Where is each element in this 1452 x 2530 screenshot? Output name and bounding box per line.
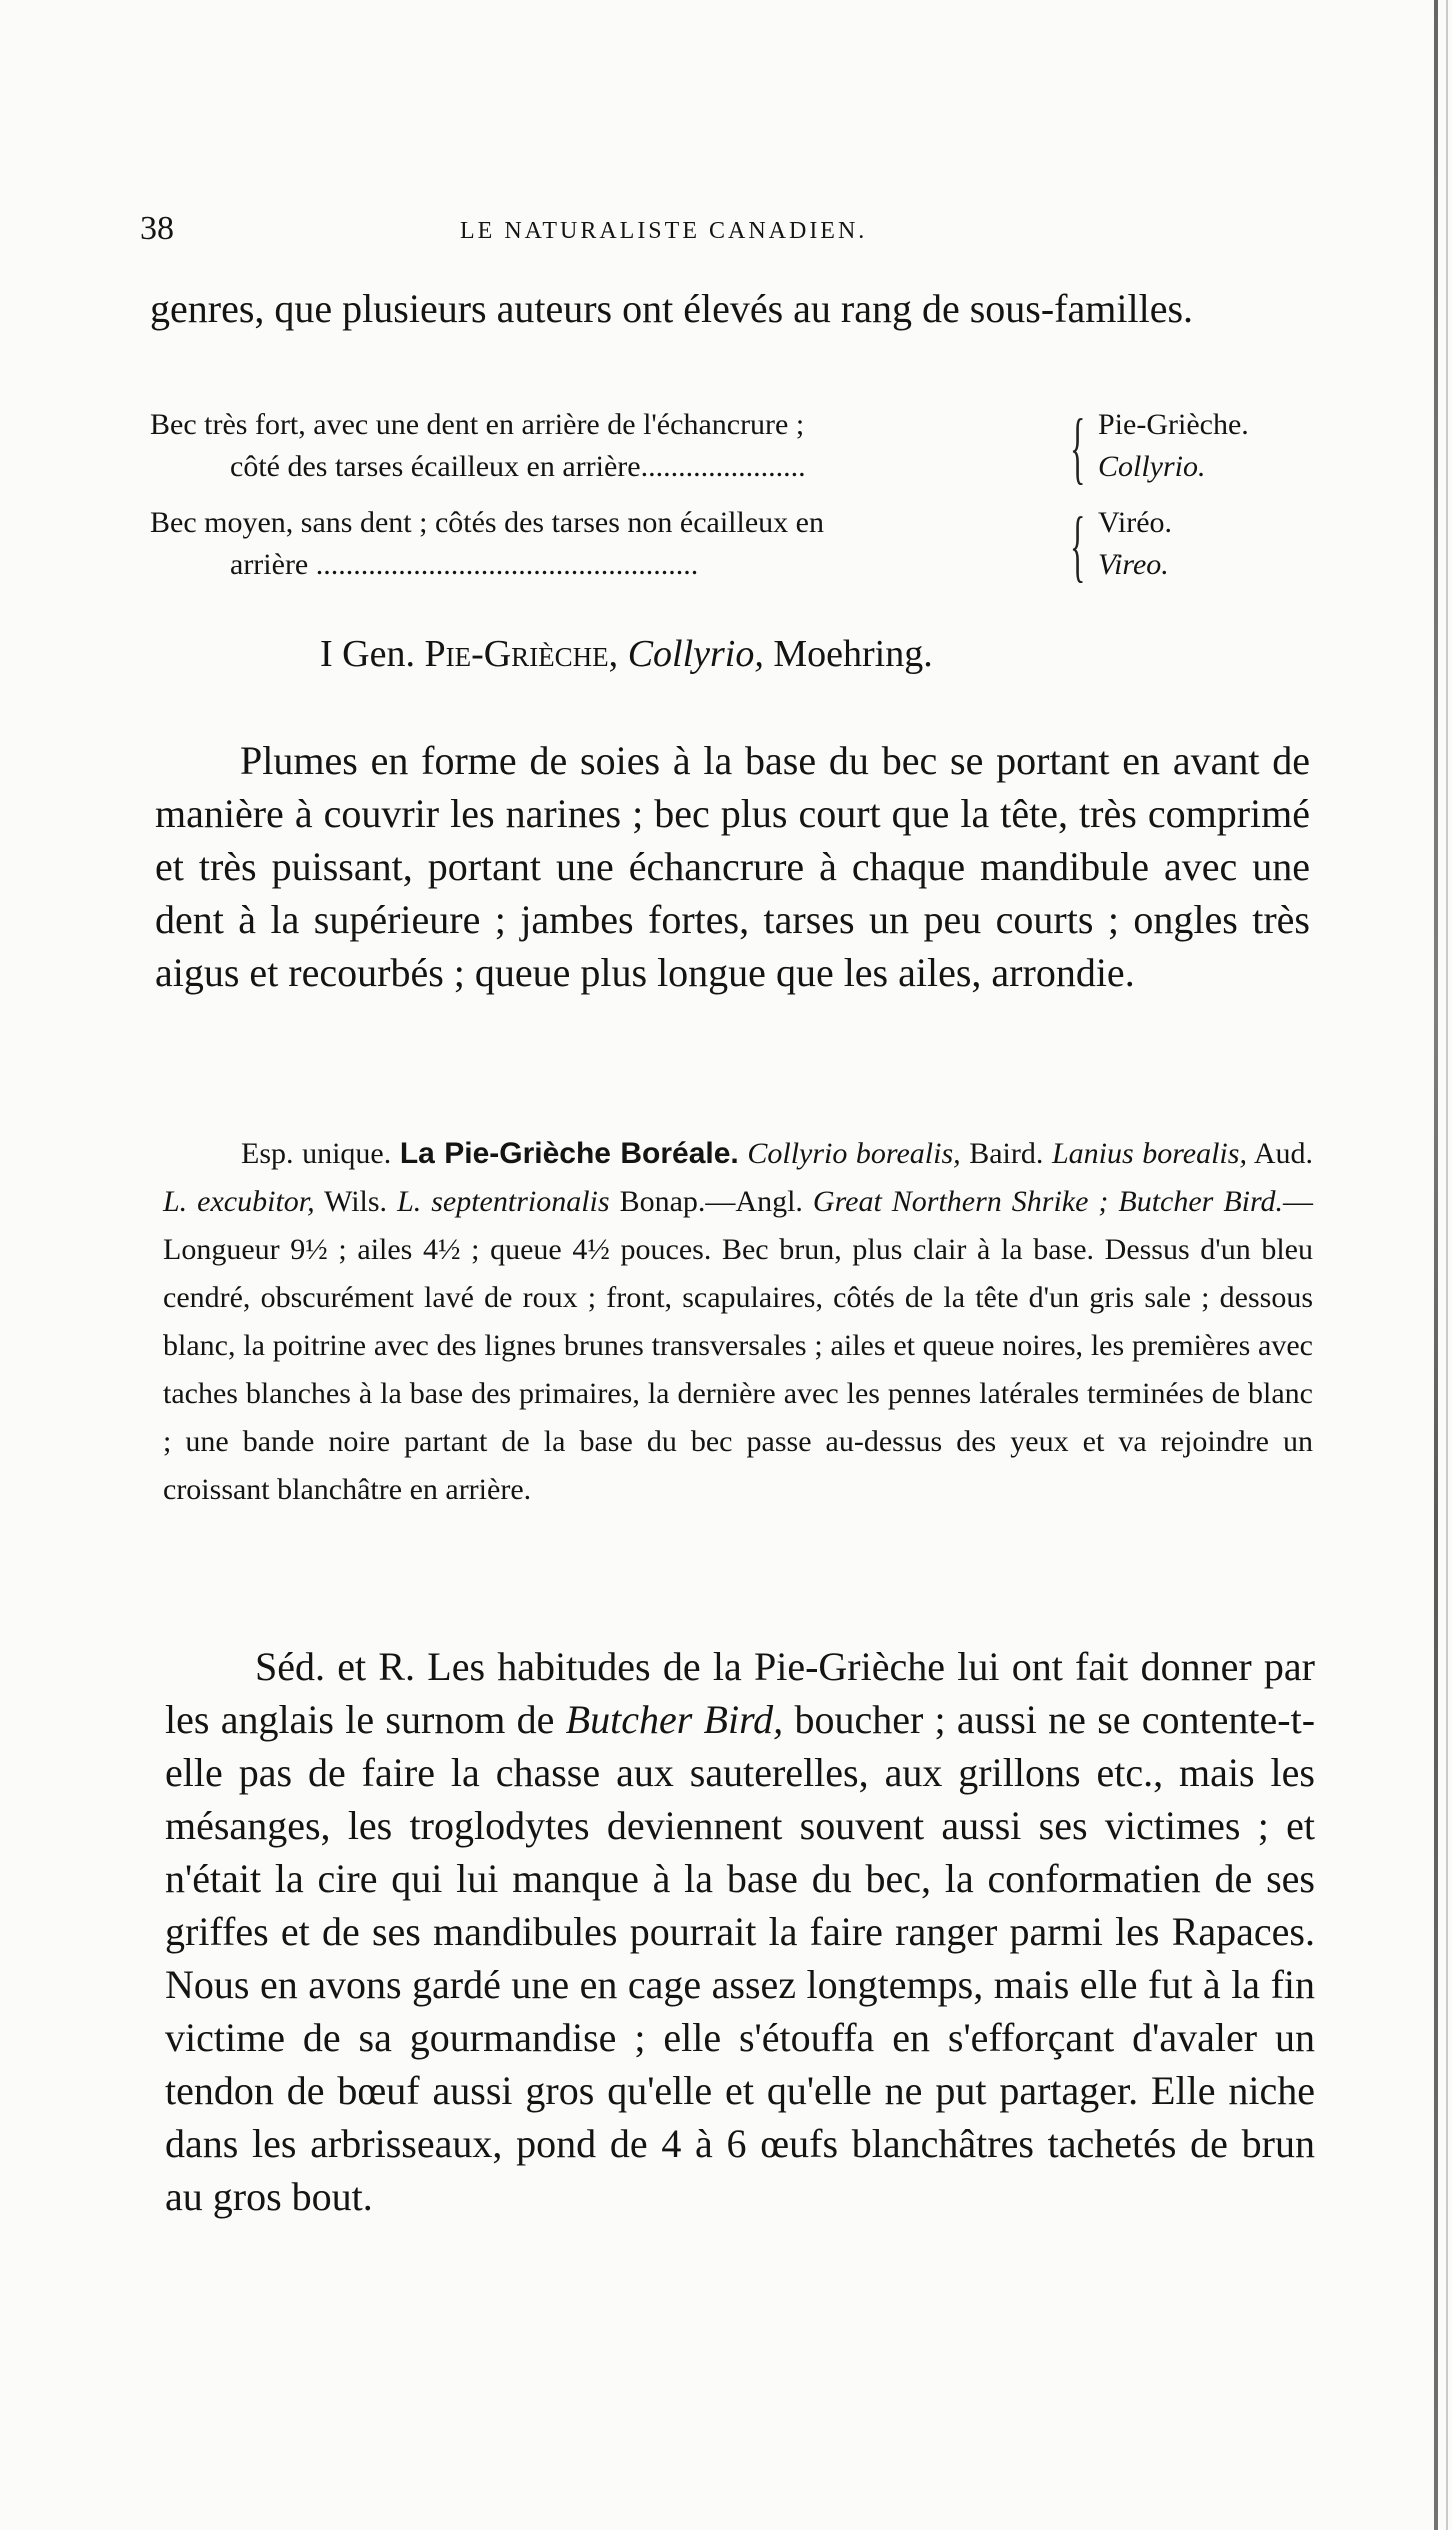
species-sci-3: L. excubitor, bbox=[163, 1185, 315, 1218]
intro-paragraph: genres, que plusieurs auteurs ont élevés au rang de sous-familles. bbox=[150, 286, 1194, 331]
habits-text-2: boucher ; aussi ne se contente-t-elle pas de faire la chasse aux sauterelles, aux grillons etc., mais les mésanges, les troglodytes deviennent souvent aussi ses victimes ; et n'était la cire qui lui manque à la base du bec, la conformatien de ses griffes et de ses mandibules pourrait la faire ranger parmi les Rapaces. Nous en avons gardé une en cage assez longtemps, mais elle fut à la fin victime de sa gourmandise ; elle s'étouffa en s'efforçant d'avaler un tendon de bœuf aussi gros qu'elle et qu'elle ne put partager. Elle niche dans les arbrisseaux, pond de 4 à 6 œufs blanchâtres tachetés de brun au gros bout. bbox=[165, 1697, 1316, 2219]
key-description bbox=[150, 404, 1070, 488]
key-name-fr: Pie-Grièche. bbox=[1098, 408, 1249, 441]
species-text-1: Baird. bbox=[969, 1137, 1044, 1170]
species-text-rest: —Longueur 9½ ; ailes 4½ ; queue 4½ pouces. Bec brun, plus clair à la base. Dessus d'un bleu cendré, obscurément lavé de roux ; front, scapulaires, côtés de la tête d'un gris sale ; dessous blanc, la poitrine avec des lignes brunes transversales ; ailes et queue noires, les premières avec taches blanches à la base des primaires, la dernière avec les pennes latérales terminées de blanc ; une bande noire partant de la base du bec passe au-dessus des yeux et va rejoindre un croissant blanchâtre en arrière. bbox=[163, 1185, 1314, 1506]
species-text-4: Bonap.—Angl. bbox=[619, 1185, 803, 1218]
genus-description: Plumes en forme de soies à la base du bec se portant en avant de manière à couvrir les narines ; bec plus court que la tête, très comprimé et très puissant, portant une échancrure à chaque mandibule avec une dent à la supérieure ; jambes fortes, tarses un peu courts ; ongles très aigus et recourbés ; queue plus longue que les ailes, arrondie. bbox=[155, 738, 1310, 995]
key-name-sci: Vireo. bbox=[1098, 548, 1169, 581]
key-name-fr: Viréo. bbox=[1098, 506, 1173, 539]
key-line-1: Bec très fort, avec une dent en arrière de l'échancrure ; bbox=[150, 408, 805, 441]
page-number: 38 bbox=[140, 210, 174, 247]
key-name-sci: Collyrio. bbox=[1098, 450, 1206, 483]
habits-italic: Butcher Bird, bbox=[565, 1697, 784, 1742]
page-edge-shadow bbox=[1434, 0, 1438, 2530]
species-name: La Pie-Grièche Boréale. bbox=[399, 1137, 739, 1170]
species-sci-4: L. septentrionalis bbox=[397, 1185, 610, 1218]
genus-prefix: I Gen. bbox=[320, 633, 415, 675]
key-names bbox=[1098, 404, 1249, 488]
genus-sci: Collyrio, bbox=[627, 633, 764, 675]
running-title: LE NATURALISTE CANADIEN. bbox=[460, 218, 868, 244]
species-english-name: Great Northern Shrike ; Butcher Bird. bbox=[812, 1185, 1284, 1218]
habits-paragraph bbox=[165, 1640, 1315, 2223]
species-text-3: Wils. bbox=[324, 1185, 388, 1218]
species-description bbox=[163, 1130, 1313, 1514]
brace-icon: { bbox=[1070, 404, 1086, 492]
genus-name: Pie-Grièche, bbox=[424, 633, 619, 675]
key-description bbox=[150, 502, 1070, 586]
page-edge-line bbox=[1446, 0, 1448, 2530]
species-text-2: Aud. bbox=[1253, 1137, 1314, 1170]
key-line-2: arrière ................................................... bbox=[230, 548, 699, 581]
key-names bbox=[1098, 502, 1172, 586]
species-sci-1: Collyrio borealis, bbox=[747, 1137, 961, 1170]
genus-author: Moehring. bbox=[773, 633, 933, 675]
habits-text-1: Séd. et R. Les habitudes de la Pie-Grièche lui ont fait donner par les anglais le surnom de bbox=[165, 1644, 1315, 1742]
species-sci-2: Lanius borealis, bbox=[1051, 1137, 1247, 1170]
species-prefix: Esp. unique. bbox=[241, 1137, 392, 1170]
genus-heading bbox=[320, 632, 933, 676]
key-line-1: Bec moyen, sans dent ; côtés des tarses non écailleux en bbox=[150, 506, 824, 539]
brace-icon: { bbox=[1070, 502, 1086, 590]
page-header bbox=[140, 210, 1320, 250]
key-line-2: côté des tarses écailleux en arrière...................... bbox=[230, 450, 806, 483]
